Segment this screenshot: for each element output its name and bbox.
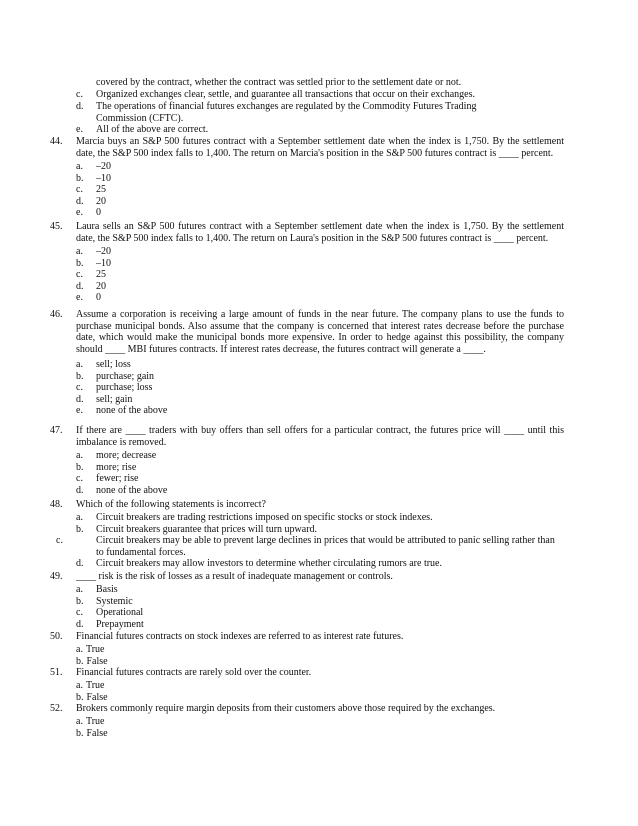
option-label: b. <box>76 257 84 269</box>
option-text: Systemic <box>96 595 133 607</box>
question-number: 48. <box>50 499 63 510</box>
option-d <box>76 196 111 208</box>
option-text: True <box>85 644 105 655</box>
option-e <box>76 405 167 417</box>
option-c <box>76 473 167 485</box>
option-c <box>76 382 167 394</box>
option-label: b. <box>76 461 84 473</box>
question-stem: Financial futures contracts on stock indexes are referred to as interest rate futures. <box>76 631 404 642</box>
option-a <box>76 359 167 371</box>
question-stem: Financial futures contracts are rarely sold over the counter. <box>76 667 312 678</box>
option-text: sell; loss <box>96 359 131 370</box>
option-text: Circuit breakers may be able to prevent large declines in prices that would be attributed to panic selling rather than to fundamental forces. <box>96 535 555 558</box>
option-text: 0 <box>96 292 101 304</box>
option-text: Organized exchanges clear, settle, and guarantee all transactions that occur on their exchanges. <box>96 89 475 100</box>
option-list <box>76 680 108 703</box>
option-list <box>76 450 167 496</box>
option-text: Circuit breakers are trading restrictions imposed on specific stocks or stock indexes. <box>96 512 433 523</box>
option-label: c. <box>76 184 83 196</box>
option-a <box>76 512 564 524</box>
option-list <box>76 644 108 667</box>
option-label: b. <box>76 370 84 382</box>
option-d <box>76 619 144 631</box>
question-stem: Assume a corporation is receiving a large amount of funds in the near future. The company plans to use the funds to purchase municipal bonds. Also assume that the company is concerned that interest rates decrease before the purchase date, which would make the municipal bonds more expensive. In order to hedge against this possibility, the company should ____ MBI futures contracts. If interest rates decrease, the futures contract will generate a ____. <box>76 309 564 355</box>
option-label: b. <box>76 523 84 535</box>
option-list <box>76 716 108 739</box>
question-number: 49. <box>50 571 63 582</box>
option-label: d. <box>76 195 84 207</box>
option-label: a. <box>76 246 83 257</box>
option-text: True <box>85 680 105 691</box>
option-label: c. <box>56 535 63 547</box>
option-label: d. <box>76 558 84 570</box>
option-c <box>56 535 564 558</box>
option-text: The operations of financial futures exchanges are regulated by the Commodity Futures Trading <box>96 101 477 112</box>
option-d <box>76 558 564 570</box>
option-label: e. <box>76 124 83 135</box>
question-stem: Marcia buys an S&P 500 futures contract with a September settlement date when the index is 1,750. By the settlement date, the S&P 500 index falls to 1,400. The return on Marcia's position in the S&P 500 futures contract is ____ percent. <box>76 136 564 159</box>
option-text: Commission (CFTC). <box>96 113 184 124</box>
option-label: a. <box>76 680 83 691</box>
option-label: a. <box>76 644 83 655</box>
question-number: 47. <box>50 425 63 436</box>
option-b <box>76 524 564 536</box>
option-a <box>76 644 108 656</box>
option-b <box>76 728 108 740</box>
option-label: e. <box>76 292 83 304</box>
option-e <box>76 207 111 219</box>
option-b <box>76 371 167 383</box>
option-label: b. <box>76 595 84 607</box>
question-number: 46. <box>50 309 63 320</box>
option-a <box>76 450 167 462</box>
option-text: purchase; loss <box>96 382 153 394</box>
option-label: b. <box>76 655 84 667</box>
option-label: a. <box>76 584 83 595</box>
option-text: Circuit breakers may allow investors to determine whether circulating rumors are true. <box>96 558 442 570</box>
option-text: 25 <box>96 184 106 196</box>
option-c <box>76 607 144 619</box>
option-list <box>76 584 144 630</box>
option-d <box>76 394 167 406</box>
option-d <box>76 281 111 293</box>
option-label: b. <box>76 172 84 184</box>
option-b <box>76 596 144 608</box>
option-label: e. <box>76 405 83 417</box>
option-a <box>76 246 111 258</box>
option-text: Circuit breakers guarantee that prices will turn upward. <box>96 523 318 535</box>
option-text: False <box>86 691 108 703</box>
option-text: 25 <box>96 269 106 281</box>
option-text: more; decrease <box>96 450 157 461</box>
option-text: 0 <box>96 207 101 219</box>
option-a <box>76 680 108 692</box>
option-text: False <box>86 727 108 739</box>
question-number: 45. <box>50 221 63 232</box>
option-list <box>76 161 111 219</box>
question-stem: Brokers commonly require margin deposits from their customers above those required by the exchanges. <box>76 703 496 714</box>
question-number: 52. <box>50 703 63 714</box>
option-label: c. <box>76 607 83 619</box>
option-text: more; rise <box>96 461 137 473</box>
option-text: sell; gain <box>96 393 133 405</box>
option-text: 20 <box>96 280 106 292</box>
option-text: –10 <box>96 172 111 184</box>
option-b <box>76 173 111 185</box>
option-list <box>56 512 564 570</box>
question-number: 51. <box>50 667 63 678</box>
option-label: c. <box>76 473 83 485</box>
option-b <box>76 258 111 270</box>
option-text: –10 <box>96 257 111 269</box>
option-b <box>76 692 108 704</box>
question-stem: Laura sells an S&P 500 futures contract with a September settlement date when the index is 1,750. By the settlement date, the S&P 500 index falls to 1,400. The return on Laura's position in the S&P 500 futures contract is ____ percent. <box>76 221 564 244</box>
option-text: fewer; rise <box>96 473 139 485</box>
option-b <box>76 656 108 668</box>
option-e <box>76 292 111 304</box>
option-b <box>76 462 167 474</box>
question-stem: Which of the following statements is incorrect? <box>76 499 266 510</box>
option-text: 20 <box>96 195 106 207</box>
option-text: purchase; gain <box>96 370 155 382</box>
option-label: c. <box>76 382 83 394</box>
option-label: a. <box>76 716 83 727</box>
option-a <box>76 584 144 596</box>
question-number: 44. <box>50 136 63 147</box>
option-label: c. <box>76 89 83 100</box>
option-label: a. <box>76 450 83 461</box>
question-number: 50. <box>50 631 63 642</box>
option-label: d. <box>76 393 84 405</box>
option-label: b. <box>76 727 84 739</box>
option-a <box>76 161 111 173</box>
option-text: False <box>86 655 108 667</box>
question-stem: ____ risk is the risk of losses as a result of inadequate management or controls. <box>76 571 393 582</box>
option-text: none of the above <box>96 405 168 417</box>
option-a <box>76 716 108 728</box>
option-label: a. <box>76 359 83 370</box>
option-text: none of the above <box>96 484 168 496</box>
option-d <box>76 485 167 497</box>
option-list <box>76 246 111 304</box>
option-text: Operational <box>96 607 144 619</box>
option-c <box>76 184 111 196</box>
option-label: c. <box>76 269 83 281</box>
option-label: d. <box>76 280 84 292</box>
option-text: Basis <box>96 584 118 595</box>
option-label: a. <box>76 512 83 523</box>
option-label: b. <box>76 691 84 703</box>
carryover-option-b-continuation: covered by the contract, whether the contract was settled prior to the settlement date or not. <box>96 77 462 88</box>
option-text: All of the above are correct. <box>96 124 209 135</box>
option-text: True <box>85 716 105 727</box>
option-label: d. <box>76 618 84 630</box>
option-label: a. <box>76 161 83 172</box>
option-label: d. <box>76 101 84 112</box>
option-text: Prepayment <box>96 618 144 630</box>
option-label: e. <box>76 207 83 219</box>
question-stem: If there are ____ traders with buy offers than sell offers for a particular contract, the futures price will ____ until this imbalance is removed. <box>76 425 564 448</box>
option-text: –20 <box>96 246 111 257</box>
option-label: d. <box>76 484 84 496</box>
option-list <box>76 359 167 417</box>
option-c <box>76 269 111 281</box>
option-text: –20 <box>96 161 111 172</box>
